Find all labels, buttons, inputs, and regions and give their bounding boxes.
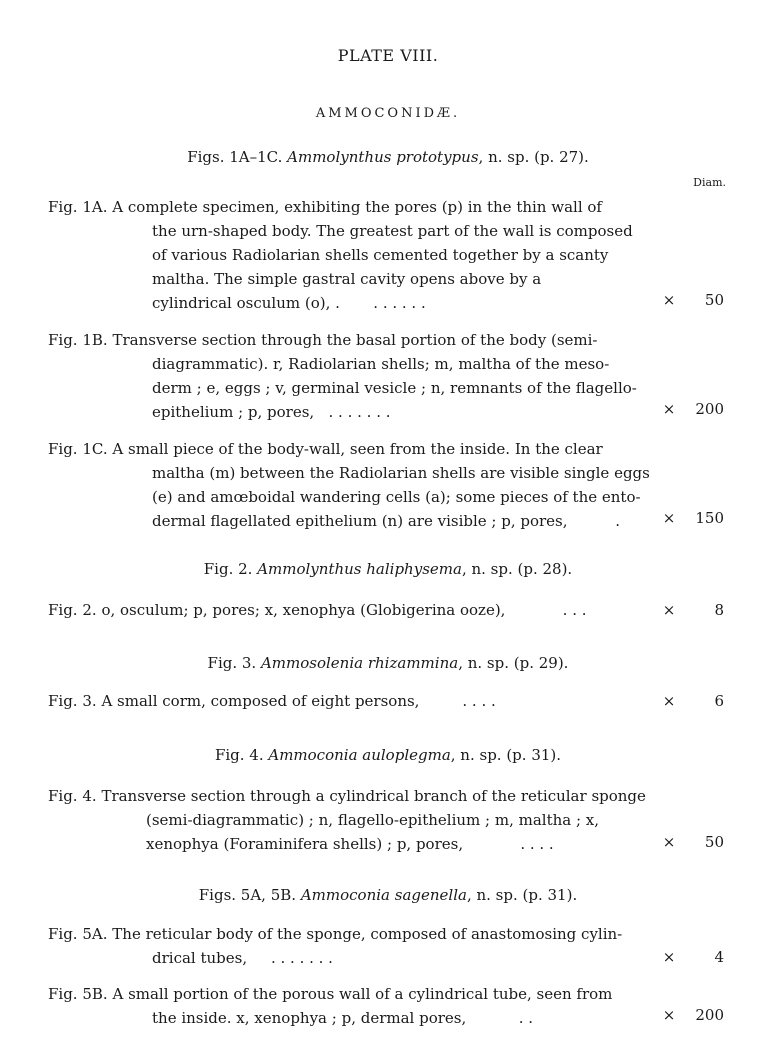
figure-entry-5b [48,982,648,1030]
dot-leader: . . . . . . . [270,949,333,967]
diameter-value: 150 [695,509,724,527]
description-line: maltha. The simple gastral cavity opens above by a [152,270,542,288]
section-heading-suffix: , n. sp. (p. 29). [458,654,569,672]
dot-leader: . . . . . . [373,294,426,312]
dot-leader: . . . . . . . [328,403,391,421]
diameter-value: 200 [695,400,724,418]
description-line: Transverse section through the basal portion of the body (semi- [112,331,598,349]
dot-leader: . . . . [520,835,554,853]
section-heading-prefix: Fig. 3. [207,654,257,672]
description-line: o, osculum; p, pores; x, xenophya (Globigerina ooze), [101,601,506,619]
figure-entry-5a [48,922,648,970]
description-line: diagrammatic). r, Radiolarian shells; m, maltha of the meso- [152,355,610,373]
diameter-value: 200 [695,1006,724,1024]
section-heading-prefix: Figs. 5A, 5B. [198,886,297,904]
description-line: the inside. x, xenophya ; p, dermal pores, [152,1009,467,1027]
section-heading-species: Ammolynthus haliphysema [257,560,462,578]
figure-label: Fig. 5A. [48,925,108,943]
description-line: The reticular body of the sponge, composed of anastomosing cylin- [112,925,623,943]
figure-label: Fig. 5B. [48,985,108,1003]
section-heading-prefix: Fig. 2. [203,560,253,578]
section-heading-suffix: , n. sp. (p. 27). [478,148,589,166]
figure-entry-1c [48,437,648,533]
section-heading-4 [0,746,776,764]
description-line: (semi-diagrammatic) ; n, flagello-epithelium ; m, maltha ; x, [146,811,600,829]
section-heading-species: Ammoconia sagenella [300,886,467,904]
description-line: xenophya (Foraminifera shells) ; p, pores, [146,835,464,853]
description-line: cylindrical osculum (o), . [152,294,340,312]
dot-leader: . . [518,1009,534,1027]
figure-label: Fig. 1C. [48,440,108,458]
diam-column-label: Diam. [693,176,726,189]
description-line: derm ; e, eggs ; v, germinal vesicle ; n, remnants of the flagello- [152,379,637,397]
figure-entry-1a [48,195,648,315]
dot-leader: . [615,512,620,530]
section-heading-suffix: , n. sp. (p. 31). [450,746,562,764]
family-title: AMMOCONIDÆ. [315,106,461,121]
figure-label: Fig. 3. [48,692,97,710]
diameter-value: 4 [714,948,724,966]
diameter-value: 50 [704,291,724,309]
section-heading-species: Ammoconia auloplegma [268,746,451,764]
diameter-value: 6 [714,692,724,710]
section-heading-suffix: , n. sp. (p. 28). [461,560,573,578]
figure-entry-3 [48,689,648,713]
multiplication-sign: × [662,400,676,418]
dot-leader: . . . [562,601,587,619]
multiplication-sign: × [662,692,676,710]
section-heading-5 [0,886,776,904]
section-heading-prefix: Figs. 1A–1C. [187,148,283,166]
description-line: maltha (m) between the Radiolarian shells are visible single eggs [152,464,650,482]
multiplication-sign: × [662,1006,676,1024]
description-line: A small corm, composed of eight persons, [101,692,420,710]
description-line: epithelium ; p, pores, [152,403,315,421]
section-heading-species: Ammosolenia rhizammina [260,654,459,672]
multiplication-sign: × [662,509,676,527]
description-line: Transverse section through a cylindrical branch of the reticular sponge [101,787,646,805]
section-heading-3 [0,654,776,672]
description-line: dermal flagellated epithelium (n) are visible ; p, pores, [152,512,568,530]
multiplication-sign: × [662,291,676,309]
plate-title: PLATE VIII. [337,46,439,65]
dot-leader: . . . . [462,692,496,710]
section-heading-species: Ammolynthus prototypus [287,148,479,166]
figure-label: Fig. 4. [48,787,97,805]
description-line: A small portion of the porous wall of a cylindrical tube, seen from [112,985,613,1003]
section-heading-1 [0,148,776,166]
description-line: (e) and amœboidal wandering cells (a); some pieces of the ento- [152,488,641,506]
section-heading-prefix: Fig. 4. [214,746,264,764]
multiplication-sign: × [662,948,676,966]
description-line: A complete specimen, exhibiting the pores (p) in the thin wall of [112,198,602,216]
description-line: drical tubes, [152,949,248,967]
figure-label: Fig. 2. [48,601,97,619]
figure-label: Fig. 1A. [48,198,108,216]
diameter-value: 50 [704,833,724,851]
description-line: A small piece of the body-wall, seen from the inside. In the clear [112,440,603,458]
figure-label: Fig. 1B. [48,331,108,349]
figure-entry-2 [48,598,648,622]
figure-entry-1b [48,328,648,424]
section-heading-suffix: , n. sp. (p. 31). [466,886,578,904]
figure-entry-4 [48,784,648,856]
description-line: of various Radiolarian shells cemented together by a scanty [152,246,609,264]
section-heading-2 [0,560,776,578]
diameter-value: 8 [714,601,724,619]
multiplication-sign: × [662,601,676,619]
multiplication-sign: × [662,833,676,851]
description-line: the urn-shaped body. The greatest part of the wall is composed [152,222,633,240]
